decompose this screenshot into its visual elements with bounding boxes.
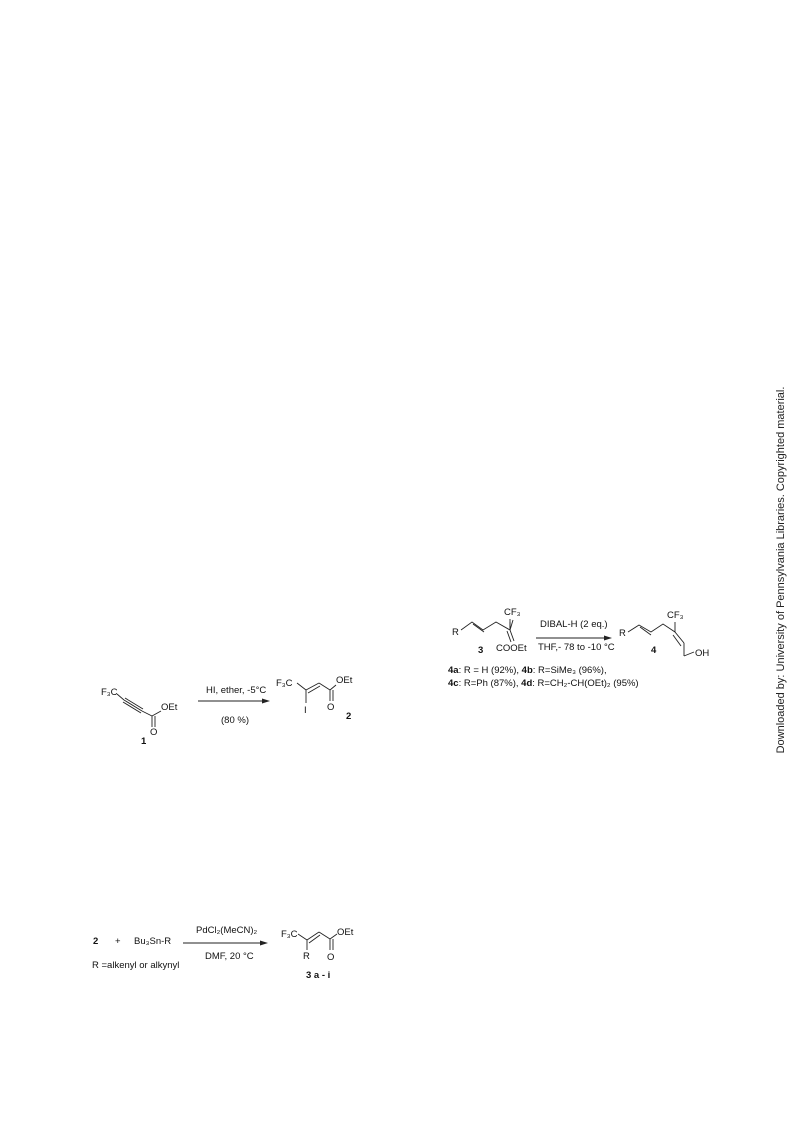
scheme1-reactant-oet: OEt bbox=[161, 702, 178, 713]
scheme1-reactant-o: O bbox=[150, 727, 158, 738]
scheme2-product-cf3: CF₃ bbox=[667, 610, 684, 621]
scheme2-conditions-bottom: THF,- 78 to -10 °C bbox=[538, 642, 615, 653]
scheme2-reactant-cooet: COOEt bbox=[496, 643, 527, 654]
scheme1-product-oet: OEt bbox=[336, 675, 353, 686]
compound-id: 4d bbox=[521, 678, 533, 689]
scheme3-product-oet: OEt bbox=[337, 927, 354, 938]
scheme2-product-r: R bbox=[619, 628, 626, 639]
caption-text: : R=SiMe₃ (96%), bbox=[532, 665, 607, 676]
scheme3-product-cf3: F₃C bbox=[281, 929, 298, 940]
scheme2-product-number: 4 bbox=[651, 645, 657, 656]
scheme3-conditions-bottom: DMF, 20 °C bbox=[205, 951, 254, 962]
scheme3-note: R =alkenyl or alkynyl bbox=[92, 960, 180, 971]
scheme1-conditions-top: HI, ether, -5°C bbox=[206, 685, 267, 696]
scheme3-conditions-top: PdCl₂(MeCN)₂ bbox=[196, 925, 258, 936]
scheme2-reactant-cf3: CF₃ bbox=[504, 607, 521, 618]
scheme1-product-o: O bbox=[327, 702, 335, 713]
scheme3-product-number: 3 a - i bbox=[306, 970, 331, 981]
scheme1-product-i: I bbox=[304, 705, 307, 716]
caption-text: : R = H (92%), bbox=[458, 665, 522, 676]
scheme2-product-oh: OH bbox=[695, 648, 710, 659]
scheme3-reactant-number: 2 bbox=[93, 936, 99, 947]
caption-text: : R=Ph (87%), bbox=[458, 678, 522, 689]
scheme3-plus: + bbox=[115, 936, 121, 947]
scheme1-conditions-bottom: (80 %) bbox=[221, 715, 249, 726]
scheme1-reactant-cf3: F₃C bbox=[101, 687, 118, 698]
compound-id: 4a bbox=[448, 665, 459, 676]
scheme3-product-r: R bbox=[303, 951, 310, 962]
scheme3-reagent: Bu₃Sn-R bbox=[134, 936, 172, 947]
caption-text: : R=CH₂-CH(OEt)₂ (95%) bbox=[532, 678, 639, 689]
copyright-watermark: Downloaded by: University of Pennsylvania Libraries. Copyrighted material. bbox=[775, 386, 787, 754]
compound-id: 4c bbox=[448, 678, 459, 689]
scheme3-product-o: O bbox=[327, 952, 335, 963]
scheme1-reactant-number: 1 bbox=[141, 736, 147, 747]
scheme1-product-number: 2 bbox=[346, 711, 352, 722]
scheme2-reactant-number: 3 bbox=[478, 645, 484, 656]
compound-id: 4b bbox=[521, 665, 533, 676]
scheme2-conditions-top: DIBAL-H (2 eq.) bbox=[540, 619, 608, 630]
scheme1-product-cf3: F₃C bbox=[276, 678, 293, 689]
scheme2-reactant-r: R bbox=[452, 627, 459, 638]
